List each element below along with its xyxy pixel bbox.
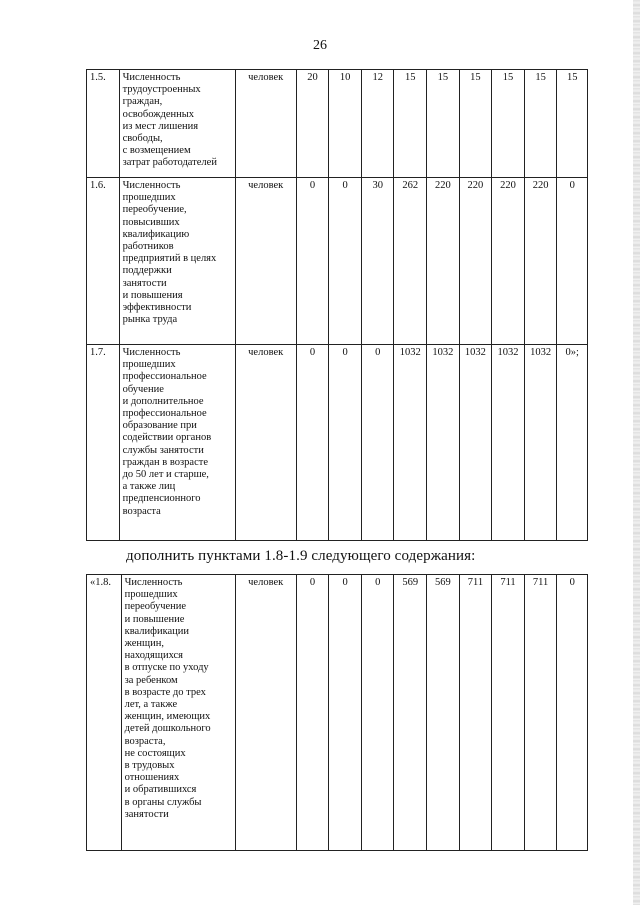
value-cell: 15 bbox=[524, 70, 557, 178]
value-cell: 262 bbox=[394, 178, 427, 345]
value-cell: 0 bbox=[296, 345, 329, 541]
value-cell: 1032 bbox=[427, 345, 460, 541]
indicator-name: Численность прошедших профессиональное обучение и дополнительное профессиональное образование при содействии органов службы занятости граждан в возрасте до 50 лет и старше, а также лиц предпенсионного возраста bbox=[119, 345, 235, 541]
value-cell: 0»; bbox=[557, 345, 588, 541]
value-cell: 569 bbox=[427, 575, 460, 851]
page-number: 26 bbox=[313, 38, 327, 53]
indicator-name: Численность трудоустроенных граждан, освобожденных из мест лишения свободы, с возмещением затрат работодателей bbox=[119, 70, 235, 178]
value-cell: 569 bbox=[394, 575, 427, 851]
value-cell: 0 bbox=[557, 575, 588, 851]
indicator-name: Численность прошедших переобучение, повысивших квалификацию работников предприятий в целях поддержки занятости и повышения эффективности рынка труда bbox=[119, 178, 235, 345]
value-cell: 0 bbox=[329, 575, 362, 851]
indicators-table-top bbox=[86, 69, 588, 541]
unit-cell: человек bbox=[235, 178, 296, 345]
table-row bbox=[87, 575, 588, 851]
indicator-name: Численность прошедших переобучение и повышение квалификации женщин, находящихся в отпуске по уходу за ребенком в возрасте до трех лет, а также женщин, имеющих детей дошкольного возраста, не состоящих в трудовых отношениях и обратившихся в органы службы занятости bbox=[121, 575, 235, 851]
unit-cell: человек bbox=[235, 345, 296, 541]
value-cell: 12 bbox=[361, 70, 394, 178]
value-cell: 220 bbox=[427, 178, 460, 345]
unit-cell: человек bbox=[235, 70, 296, 178]
value-cell: 0 bbox=[361, 345, 394, 541]
row-number: «1.8. bbox=[87, 575, 122, 851]
value-cell: 0 bbox=[361, 575, 394, 851]
value-cell: 0 bbox=[329, 345, 362, 541]
value-cell: 15 bbox=[492, 70, 525, 178]
value-cell: 711 bbox=[524, 575, 557, 851]
row-number: 1.6. bbox=[87, 178, 120, 345]
value-cell: 15 bbox=[459, 70, 492, 178]
value-cell: 1032 bbox=[459, 345, 492, 541]
value-cell: 220 bbox=[492, 178, 525, 345]
scan-edge bbox=[633, 0, 640, 905]
value-cell: 10 bbox=[329, 70, 362, 178]
value-cell: 1032 bbox=[524, 345, 557, 541]
unit-cell: человек bbox=[235, 575, 296, 851]
value-cell: 0 bbox=[557, 178, 588, 345]
value-cell: 220 bbox=[459, 178, 492, 345]
row-number: 1.5. bbox=[87, 70, 120, 178]
amendment-text: дополнить пунктами 1.8-1.9 следующего содержания: bbox=[126, 548, 476, 564]
value-cell: 15 bbox=[394, 70, 427, 178]
value-cell: 711 bbox=[459, 575, 492, 851]
value-cell: 711 bbox=[492, 575, 525, 851]
table-row bbox=[87, 345, 588, 541]
value-cell: 15 bbox=[427, 70, 460, 178]
value-cell: 0 bbox=[329, 178, 362, 345]
value-cell: 0 bbox=[296, 575, 329, 851]
value-cell: 20 bbox=[296, 70, 329, 178]
value-cell: 30 bbox=[361, 178, 394, 345]
value-cell: 0 bbox=[296, 178, 329, 345]
indicators-table-bottom bbox=[86, 574, 588, 851]
table-row bbox=[87, 178, 588, 345]
value-cell: 220 bbox=[524, 178, 557, 345]
value-cell: 15 bbox=[557, 70, 588, 178]
value-cell: 1032 bbox=[394, 345, 427, 541]
value-cell: 1032 bbox=[492, 345, 525, 541]
row-number: 1.7. bbox=[87, 345, 120, 541]
table-row bbox=[87, 70, 588, 178]
